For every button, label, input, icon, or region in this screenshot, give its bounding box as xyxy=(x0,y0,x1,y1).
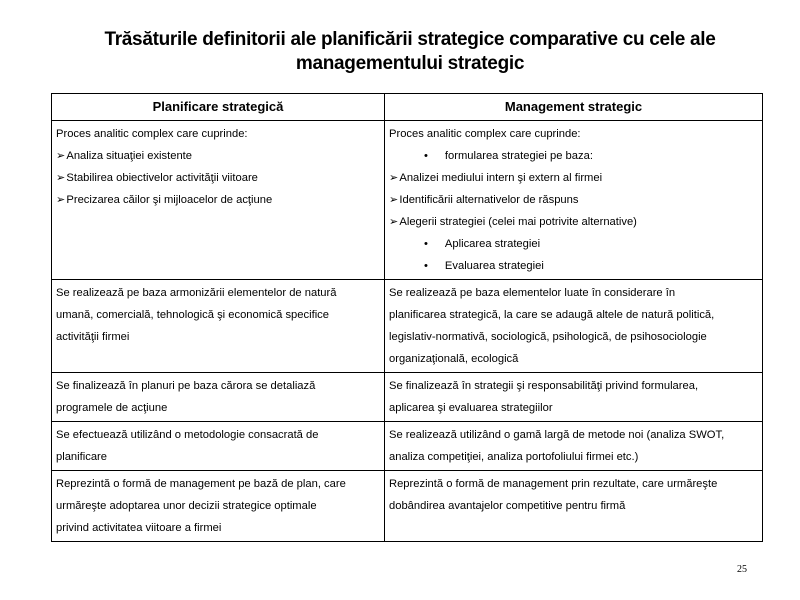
cell-text-line: Se finalizează în planuri pe baza cărora se detaliază xyxy=(56,380,316,392)
bullet-list-item: • Evaluarea strategiei xyxy=(389,255,758,277)
cell-text-line: dobândirea avantajelor competitive pentru firmă xyxy=(389,500,626,512)
comparison-table xyxy=(51,93,763,542)
header-planificare: Planificare strategică xyxy=(52,94,385,121)
bullet-list-item: • Aplicarea strategiei xyxy=(389,233,758,255)
cell-text-line: Reprezintă o formă de management prin rezultate, care urmăreşte xyxy=(389,478,718,490)
cell-text-line: umană, comercială, tehnologică şi economică specifice xyxy=(56,309,329,321)
cell-text-line: Reprezintă o formă de management pe bază de plan, care xyxy=(56,478,346,490)
cell-management xyxy=(385,471,763,542)
arrow-list-item: ➢ Analiza situaţiei existente xyxy=(56,145,380,167)
table-row xyxy=(52,471,763,542)
cell-text-line: activităţii firmei xyxy=(56,331,130,343)
cell-text-line: Proces analitic complex care cuprinde: xyxy=(56,128,248,140)
arrow-list-item: ➢ Alegerii strategiei (celei mai potrivite alternative) xyxy=(389,211,758,233)
cell-management xyxy=(385,280,763,373)
header-management: Management strategic xyxy=(385,94,763,121)
table-row xyxy=(52,373,763,422)
cell-management xyxy=(385,121,763,280)
cell-text-line: legislativ-normativă, sociologică, psihologică, de psihosociologie xyxy=(389,331,707,343)
cell-text-line: organizaţională, ecologică xyxy=(389,353,519,365)
page-number: 25 xyxy=(737,564,747,575)
title-line-1: Trăsăturile definitorii ale planificării strategice comparative cu cele ale xyxy=(104,29,716,50)
arrow-list-item: ➢ Stabilirea obiectivelor activităţii viitoare xyxy=(56,167,380,189)
cell-text-line: planificarea strategică, la care se adaugă altele de natură politică, xyxy=(389,309,715,321)
cell-text-line: urmăreşte adoptarea unor decizii strategice optimale xyxy=(56,500,317,512)
arrow-list-item: ➢ Precizarea căilor şi mijloacelor de acţiune xyxy=(56,189,380,211)
cell-text-line: programele de acţiune xyxy=(56,402,168,414)
cell-text-line: Proces analitic complex care cuprinde: xyxy=(389,128,581,140)
cell-planificare xyxy=(52,280,385,373)
cell-text-line: Se realizează utilizând o gamă largă de metode noi (analiza SWOT, xyxy=(389,429,725,441)
title-line-2: managementului strategic xyxy=(295,53,525,74)
cell-management xyxy=(385,373,763,422)
cell-text-line: analiza competiţiei, analiza portofoliului firmei etc.) xyxy=(389,451,639,463)
cell-text-line: Se realizează pe baza armonizării elementelor de natură xyxy=(56,287,337,299)
table-row xyxy=(52,121,763,280)
cell-text-line: Se realizează pe baza elementelor luate în considerare în xyxy=(389,287,676,299)
cell-text-line: planificare xyxy=(56,451,107,463)
table-header-row xyxy=(52,94,763,121)
arrow-list-item: ➢ Analizei mediului intern şi extern al firmei xyxy=(389,167,758,189)
cell-text-line: privind activitatea viitoare a firmei xyxy=(56,522,222,534)
cell-text-line: Se efectuează utilizând o metodologie consacrată de xyxy=(56,429,319,441)
cell-management xyxy=(385,422,763,471)
bullet-list-item: • formularea strategiei pe baza: xyxy=(389,145,758,167)
table-row xyxy=(52,422,763,471)
slide-title xyxy=(60,28,760,76)
cell-text-line: Se finalizează în strategii şi responsabilităţi privind formularea, xyxy=(389,380,699,392)
cell-planificare xyxy=(52,471,385,542)
cell-planificare xyxy=(52,121,385,280)
table-row xyxy=(52,280,763,373)
cell-planificare xyxy=(52,422,385,471)
cell-text-line: aplicarea şi evaluarea strategiilor xyxy=(389,402,553,414)
arrow-list-item: ➢ Identificării alternativelor de răspuns xyxy=(389,189,758,211)
cell-planificare xyxy=(52,373,385,422)
